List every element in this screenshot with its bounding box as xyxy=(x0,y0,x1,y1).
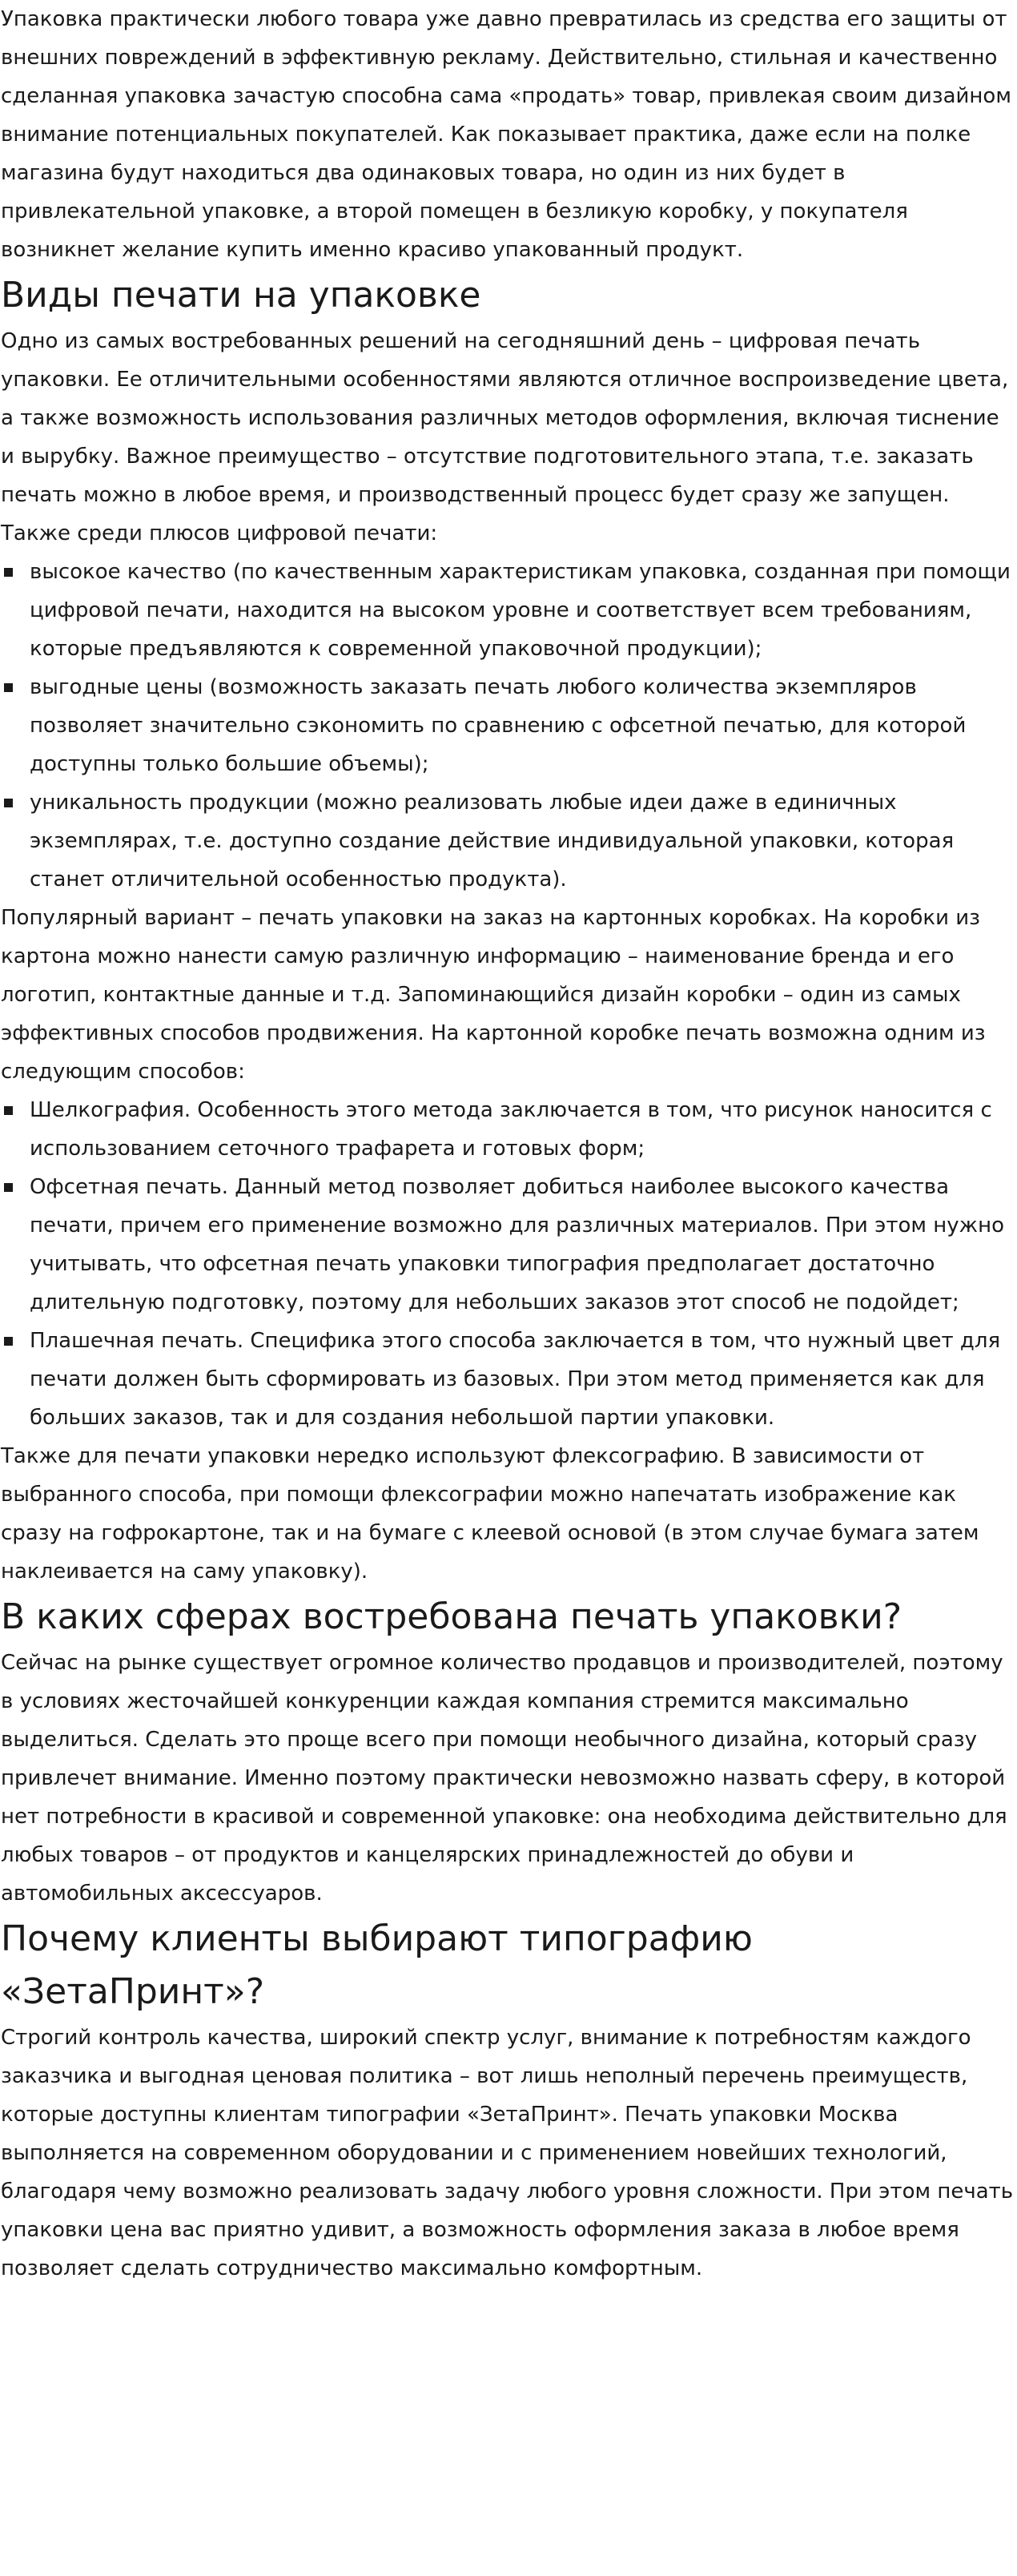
list-item xyxy=(1,553,1015,668)
list-item xyxy=(1,783,1015,899)
list-item-text: Офсетная печать. Данный метод позволяет добиться наиболее высокого качества печати, причем его применение возможно для различных материалов. При этом нужно учитывать, что офсетная печать упаковки типография предполагает достаточно длительную подготовку, поэтому для небольших заказов этот способ не подойдет; xyxy=(30,1175,1005,1314)
list-item-text: Плашечная печать. Специфика этого способа заключается в том, что нужный цвет для печати должен быть сформировать из базовых. При этом метод применяется как для больших заказов, так и для создания небольшой партии упаковки. xyxy=(30,1329,1001,1430)
list-item-text: высокое качество (по качественным характеристикам упаковка, созданная при помощи цифровой печати, находится на высоком уровне и соответствует всем требованиям, которые предъявляются к современной упаковочной продукции); xyxy=(30,560,1011,661)
why-clients-paragraph: Строгий контроль качества, широкий спектр услуг, внимание к потребностям каждого заказчика и выгодная ценовая политика – вот лишь неполный перечень преимуществ, которые доступны клиентам типографии «ЗетаПринт». Печать упаковки Москва выполняется на современном оборудовании и с применением новейших технологий, благодаря чему возможно реализовать задачу любого уровня сложности. При этом печать упаковки цена вас приятно удивит, а возможность оформления заказа в любое время позволяет сделать сотрудничество максимально комфортным. xyxy=(1,2026,1014,2280)
cardboard-print-methods-list xyxy=(1,1091,1015,1437)
bullet-square-icon xyxy=(4,1106,13,1115)
bullet-square-icon xyxy=(4,1183,13,1192)
cardboard-print-paragraph: Популярный вариант – печать упаковки на заказ на картонных коробках. На коробки из картона можно нанести самую различную информацию – наименование бренда и его логотип, контактные данные и т.д. Запоминающийся дизайн коробки – один из самых эффективных способов продвижения. На картонной коробке печать возможна одним из следующим способов: xyxy=(1,906,986,1084)
list-item-text: выгодные цены (возможность заказать печать любого количества экземпляров позволяет значительно сэкономить по сравнению с офсетной печатью, для которой доступны только большие объемы); xyxy=(30,675,967,776)
list-item-text: уникальность продукции (можно реализовать любые идеи даже в единичных экземплярах, т.е. доступно создание действие индивидуальной упаковки, которая станет отличительной особенностью продукта). xyxy=(30,791,955,892)
digital-print-benefits-list xyxy=(1,553,1015,899)
bullet-square-icon xyxy=(4,799,13,807)
list-item-text: Шелкография. Особенность этого метода заключается в том, что рисунок наносится с использованием сеточного трафарета и готовых форм; xyxy=(30,1098,992,1161)
bullet-square-icon xyxy=(4,1337,13,1346)
list-item xyxy=(1,1168,1015,1322)
bullet-square-icon xyxy=(4,568,13,577)
list-item xyxy=(1,1091,1015,1168)
bullet-square-icon xyxy=(4,683,13,692)
section-heading-why-clients: Почему клиенты выбирают типографию «ЗетаПринт»? xyxy=(1,1918,753,2012)
digital-print-paragraph: Одно из самых востребованных решений на сегодняшний день – цифровая печать упаковки. Ее отличительными особенностями являются отличное воспроизведение цвета, а также возможность использования различных методов оформления, включая тиснение и вырубку. Важное преимущество – отсутствие подготовительного этапа, т.е. заказать печать можно в любое время, и производственный процесс будет сразу же запущен. Также среди плюсов цифровой печати: xyxy=(1,329,1009,545)
intro-paragraph: Упаковка практически любого товара уже давно превратилась из средства его защиты от внешних повреждений в эффективную рекламу. Действительно, стильная и качественно сделанная упаковка зачастую способна сама «продать» товар, привлекая своим дизайном внимание потенциальных покупателей. Как показывает практика, даже если на полке магазина будут находиться два одинаковых товара, но один из них будет в привлекательной упаковке, а второй помещен в безликую коробку, у покупателя возникнет желание купить именно красиво упакованный продукт. xyxy=(1,7,1011,262)
section-heading-spheres: В каких сферах востребована печать упаковки? xyxy=(1,1596,902,1637)
section-heading-print-types: Виды печати на упаковке xyxy=(1,275,481,316)
list-item xyxy=(1,668,1015,783)
list-item xyxy=(1,1322,1015,1437)
spheres-paragraph: Сейчас на рынке существует огромное количество продавцов и производителей, поэтому в условиях жесточайшей конкуренции каждая компания стремится максимально выделиться. Сделать это проще всего при помощи необычного дизайна, который сразу привлечет внимание. Именно поэтому практически невозможно назвать сферу, в которой нет потребности в красивой и современной упаковке: она необходима действительно для любых товаров – от продуктов и канцелярских принадлежностей до обуви и автомобильных аксессуаров. xyxy=(1,1651,1007,1906)
flexography-paragraph: Также для печати упаковки нередко используют флексографию. В зависимости от выбранного способа, при помощи флексографии можно напечатать изображение как сразу на гофрокартоне, так и на бумаге с клеевой основой (в этом случае бумага затем наклеивается на саму упаковку). xyxy=(1,1444,979,1584)
